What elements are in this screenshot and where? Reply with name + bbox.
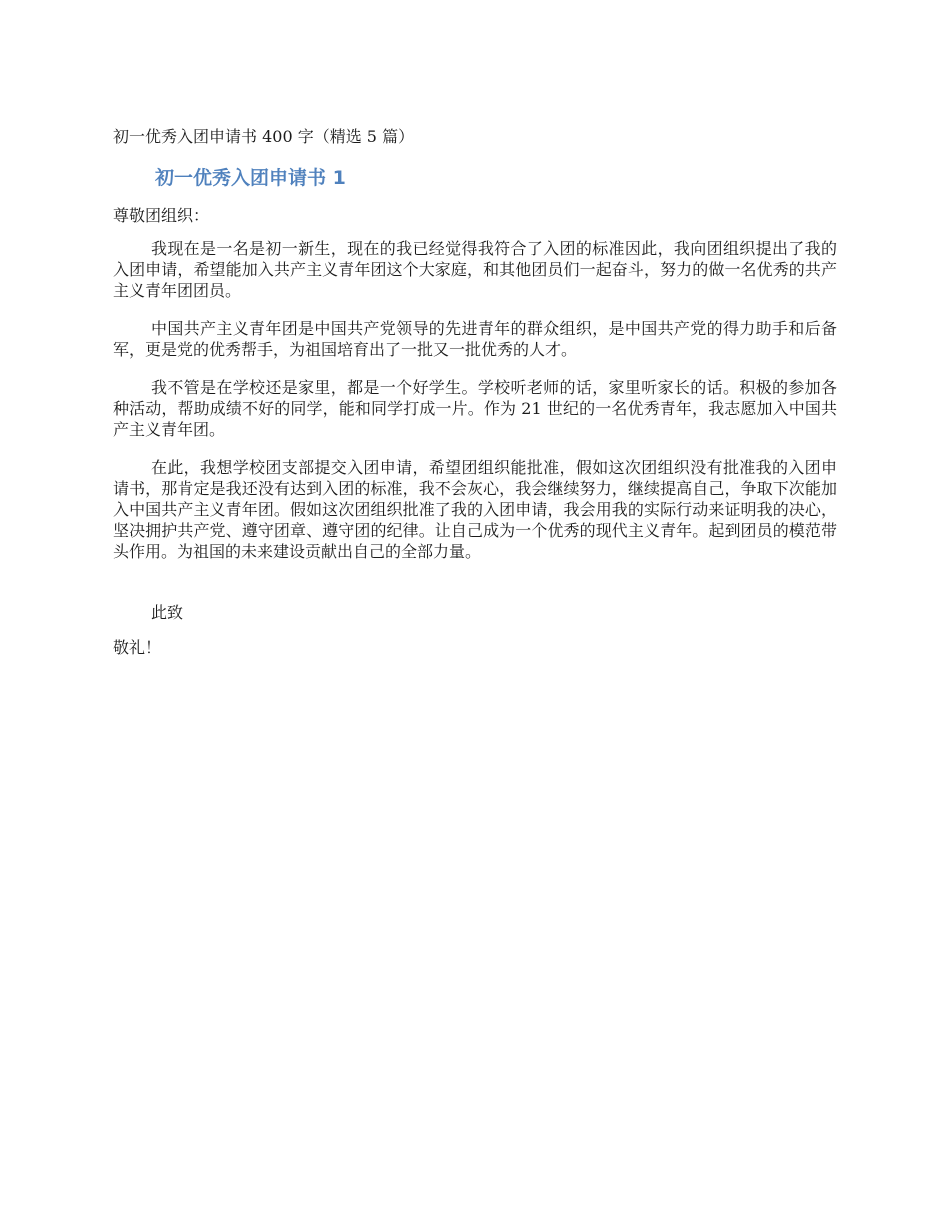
section-heading: 初一优秀入团申请书 1	[155, 167, 346, 189]
salutation: 尊敬团组织：	[113, 206, 210, 225]
body-paragraph-4: 在此，我想学校团支部提交入团申请，希望团组织能批准，假如这次团组织没有批准我的入团申请书，那肯定是我还没有达到入团的标准，我不会灰心，我会继续努力，继续提高自己，争取下次能加入中国共产主义青年团。假如这次团组织批准了我的入团申请，我会用我的实际行动来证明我的决心，坚决拥护共产党、遵守团章、遵守团的纪律。让自己成为一个优秀的现代主义青年。起到团员的模范带头作用。为祖国的未来建设贡献出自己的全部力量。	[113, 458, 837, 561]
body-paragraph-3: 我不管是在学校还是家里，都是一个好学生。学校听老师的话，家里听家长的话。积极的参加各种活动，帮助成绩不好的同学，能和同学打成一片。作为 21 世纪的一名优秀青年，我志愿加入中国共产主义青年团。	[113, 378, 837, 439]
closing-line: 此致	[151, 603, 184, 622]
body-paragraph-2: 中国共产主义青年团是中国共产党领导的先进青年的群众组织，是中国共产党的得力助手和后备军，更是党的优秀帮手，为祖国培育出了一批又一批优秀的人才。	[113, 319, 837, 359]
closing-salute: 敬礼！	[113, 638, 162, 657]
body-paragraph-1: 我现在是一名是初一新生，现在的我已经觉得我符合了入团的标准因此，我向团组织提出了我的入团申请，希望能加入共产主义青年团这个大家庭，和其他团员们一起奋斗，努力的做一名优秀的共产主义青年团团员。	[113, 239, 837, 300]
document-title: 初一优秀入团申请书 400 字（精选 5 篇）	[113, 127, 415, 146]
